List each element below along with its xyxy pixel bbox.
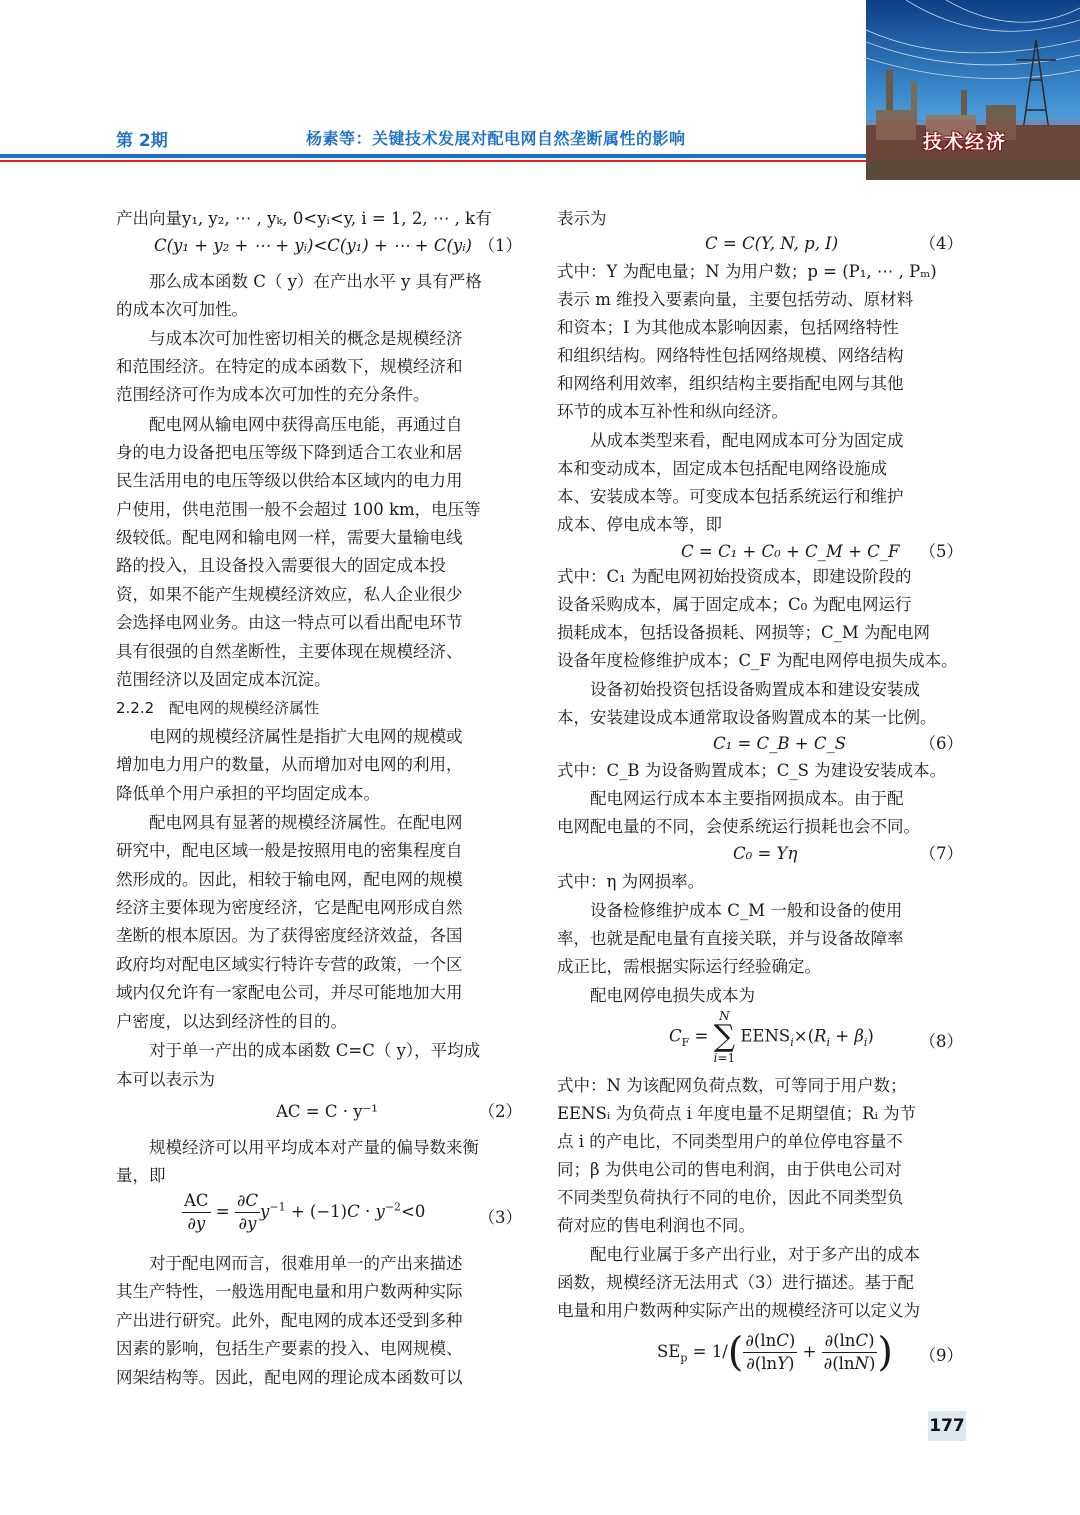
text-line: 设备年度检修维护成本；C_F 为配电网停电损失成本。 [557, 651, 958, 670]
text-line: 户使用，供电范围一般不会超过 100 km，电压等 [116, 500, 481, 519]
text-line: 增加电力用户的数量，从而增加对电网的利用， [116, 755, 463, 774]
equation-2-body: AC = C · y⁻¹ [276, 1102, 378, 1121]
text-line: 那么成本函数 C（ y）在产出水平 y 具有严格 [149, 272, 482, 291]
equation-2-number: （2） [478, 1102, 522, 1121]
issue-number: 第 2期 [116, 131, 168, 151]
text-line: 对于配电网而言，很难用单一的产出来描述 [149, 1254, 463, 1273]
column-badge: 技术经济 [923, 131, 1008, 153]
running-title: 杨素等：关键技术发展对配电网自然垄断属性的影响 [306, 129, 686, 148]
text-line: 范围经济以及固定成本沉淀。 [116, 670, 331, 689]
text-line: 表示 m 维投入要素向量，主要包括劳动、原材料 [557, 290, 914, 309]
text-line: 表示为 [557, 209, 607, 228]
text-line: 率，也就是配电量有直接关联，并与设备故障率 [557, 929, 904, 948]
text-line: 和组织结构。网络特性包括网络规模、网络结构 [557, 346, 904, 365]
equation-8-number: （8） [919, 1032, 963, 1051]
equation-3-number: （3） [478, 1208, 522, 1227]
text-line: 设备初始投资包括设备购置成本和建设安装成 [590, 680, 920, 699]
text-line: 降低单个用户承担的平均固定成本。 [116, 784, 380, 803]
equation-5-number: （5） [919, 542, 963, 561]
text-line: 的成本次可加性。 [116, 300, 248, 319]
text-line: 成正比，需根据实际运行经验确定。 [557, 957, 821, 976]
equation-9 [557, 1330, 967, 1382]
text-line: EENSᵢ 为负荷点 i 年度电量不足期望值；Rᵢ 为节 [557, 1104, 917, 1123]
text-line: 对于单一产出的成本函数 C=C（ y），平均成 [149, 1041, 481, 1060]
text-line: 不同类型负荷执行不同的电价，因此不同类型负 [557, 1188, 904, 1207]
equation-9-body: $SE_p = 1/$( $\frac{\partial(\ln C)}{\partial(\ln Y)}$ + $\frac{\partial(\ln C)}{\partial(\ln N)}$ ) [657, 1329, 894, 1376]
text-line: 成本、停电成本等，即 [557, 515, 722, 534]
text-line: 本可以表示为 [116, 1070, 215, 1089]
text-line: 然形成的。因此，相较于输电网，配电网的规模 [116, 870, 463, 889]
text-line: 点 i 的产电比，不同类型用户的单位停电容量不 [557, 1132, 903, 1151]
text-line: 和资本；I 为其他成本影响因素，包括网络特性 [557, 318, 899, 337]
equation-7-number: （7） [919, 844, 963, 863]
text-line: 因素的影响，包括生产要素的投入、电网规模、 [116, 1339, 463, 1358]
text-line: 政府均对配电区域实行特许专营的政策，一个区 [116, 955, 463, 974]
text-line: 会选择电网业务。由这一特点可以看出配电环节 [116, 613, 463, 632]
equation-3 [116, 1190, 526, 1242]
text-line: 函数，规模经济无法用式（3）进行描述。基于配 [557, 1273, 914, 1292]
equation-1-number: （1） [478, 236, 522, 255]
text-line: 研究中，配电区域一般是按照用电的密集程度自 [116, 841, 463, 860]
header-rule-blue [0, 154, 868, 158]
fraction: $\frac{\partial(\ln C)}{\partial(\ln N)}$ [823, 1331, 876, 1373]
text-line: 量，即 [116, 1166, 166, 1185]
text-line: 配电网从输电网中获得高压电能，再通过自 [149, 415, 463, 434]
fraction: $\frac{AC}{\partial y}$ [184, 1191, 209, 1233]
equation-4-body: C = C(Y, N, p, I) [705, 234, 839, 253]
equation-7-body: C₀ = Yη [733, 844, 798, 863]
equation-8-body: $C_F = N$ ∑ i=1 $EENS_i\times(R_i + \beta_i)$ [669, 1009, 874, 1065]
text-line: 式中：C_B 为设备购置成本；C_S 为建设安装成本。 [557, 761, 947, 780]
equation-4-number: （4） [919, 234, 963, 253]
text-line: 同；β 为供电公司的售电利润，由于供电公司对 [557, 1160, 902, 1179]
fraction: $\frac{\partial(\ln C)}{\partial(\ln Y)}$ [745, 1331, 796, 1373]
equation-8 [557, 1010, 967, 1068]
text-line: 设备检修维护成本 C_M 一般和设备的使用 [590, 901, 903, 920]
text-line: 产出进行研究。此外，配电网的成本还受到多种 [116, 1311, 463, 1330]
text-line: 和网络利用效率，组织结构主要指配电网与其他 [557, 374, 904, 393]
text-line: 域内仅允许有一家配电公司，并尽可能地加大用 [116, 983, 463, 1002]
text-line: 电网配电量的不同，会使系统运行损耗也会不同。 [557, 817, 920, 836]
text-line: 本、安装成本等。可变成本包括系统运行和维护 [557, 487, 904, 506]
text-line: 网架结构等。因此，配电网的理论成本函数可以 [116, 1368, 463, 1387]
page-header [0, 0, 1080, 180]
equation-6-number: （6） [919, 734, 963, 753]
text-line: 荷对应的售电利润也不同。 [557, 1216, 755, 1235]
text-line: 其生产特性，一般选用配电量和用户数两种实际 [116, 1282, 463, 1301]
text-line: 式中：C₁ 为配电网初始投资成本，即建设阶段的 [557, 567, 912, 586]
equation-5-body: C = C₁ + C₀ + C_M + C_F [681, 542, 900, 561]
text-line: 配电网具有显著的规模经济属性。在配电网 [149, 813, 463, 832]
text-line: 本，安装建设成本通常取设备购置成本的某一比例。 [557, 708, 937, 727]
text-line: 配电网停电损失成本为 [590, 986, 755, 1005]
equation-6-body: C₁ = C_B + C_S [713, 734, 847, 753]
equation-1-body: C(y₁ + y₂ + ⋯ + yᵢ)<C(y₁) + ⋯ + C(yᵢ) [154, 236, 472, 255]
text-line: 配电行业属于多产出行业，对于多产出的成本 [590, 1245, 920, 1264]
text-line: 配电网运行成本本主要指网损成本。由于配 [590, 789, 904, 808]
text-line: 具有很强的自然垄断性，主要体现在规模经济、 [116, 642, 463, 661]
text-line: 电量和用户数两种实际产出的规模经济可以定义为 [557, 1301, 920, 1320]
text-line: 设备采购成本，属于固定成本；C₀ 为配电网运行 [557, 595, 912, 614]
header-rule-red [0, 160, 868, 162]
text-line: 资，如果不能产生规模经济效应，私人企业很少 [116, 585, 463, 604]
text-line: 环节的成本互补性和纵向经济。 [557, 402, 788, 421]
text-line: 规模经济可以用平均成本对产量的偏导数来衡 [149, 1138, 479, 1157]
text-line: 身的电力设备把电压等级下降到适合工农业和居 [116, 443, 463, 462]
equation-3-body: $\frac{AC}{\partial y}$ = $\frac{\partial C}{\partial y}$ $y^{-1} + (-1)C \cdot y^{-2}<0$ [184, 1191, 426, 1233]
text-line: 与成本次可加性密切相关的概念是规模经济 [149, 329, 463, 348]
text-line: 式中：N 为该配网负荷点数，可等同于用户数； [557, 1076, 907, 1095]
section-heading: 2.2.2 配电网的规模经济属性 [116, 699, 320, 717]
text-line: 本和变动成本，固定成本包括配电网络设施成 [557, 459, 887, 478]
text-line: 式中：η 为网损率。 [557, 872, 705, 891]
text-line: 损耗成本，包括设备损耗、网损等；C_M 为配电网 [557, 623, 931, 642]
summation-sign: N ∑ i=1 [713, 1009, 736, 1065]
text-line: 产出向量y₁, y₂, ⋯ , yₖ, 0<yᵢ<y, i = 1, 2, ⋯ , k有 [116, 209, 492, 228]
text-line: 民生活用电的电压等级以供给本区域内的电力用 [116, 471, 463, 490]
text-line: 垄断的根本原因。为了获得密度经济效益，各国 [116, 926, 463, 945]
text-line: 户密度，以达到经济性的目的。 [116, 1012, 347, 1031]
text-line: 从成本类型来看，配电网成本可分为固定成 [590, 431, 904, 450]
text-line: 范围经济可作为成本次可加性的充分条件。 [116, 385, 430, 404]
text-line: 电网的规模经济属性是指扩大电网的规模或 [149, 727, 463, 746]
text-line: 经济主要体现为密度经济，它是配电网形成自然 [116, 898, 463, 917]
equation-9-number: （9） [919, 1346, 963, 1365]
text-line: 路的投入，且设备投入需要很大的固定成本投 [116, 556, 446, 575]
text-line: 式中：Y 为配电量；N 为用户数；p = (P₁, ⋯ , Pₘ) [557, 262, 937, 281]
text-line: 和范围经济。在特定的成本函数下，规模经济和 [116, 357, 463, 376]
text-line: 级较低。配电网和输电网一样，需要大量输电线 [116, 528, 463, 547]
page-number: 177 [928, 1411, 966, 1441]
fraction: $\frac{\partial C}{\partial y}$ [236, 1191, 259, 1233]
